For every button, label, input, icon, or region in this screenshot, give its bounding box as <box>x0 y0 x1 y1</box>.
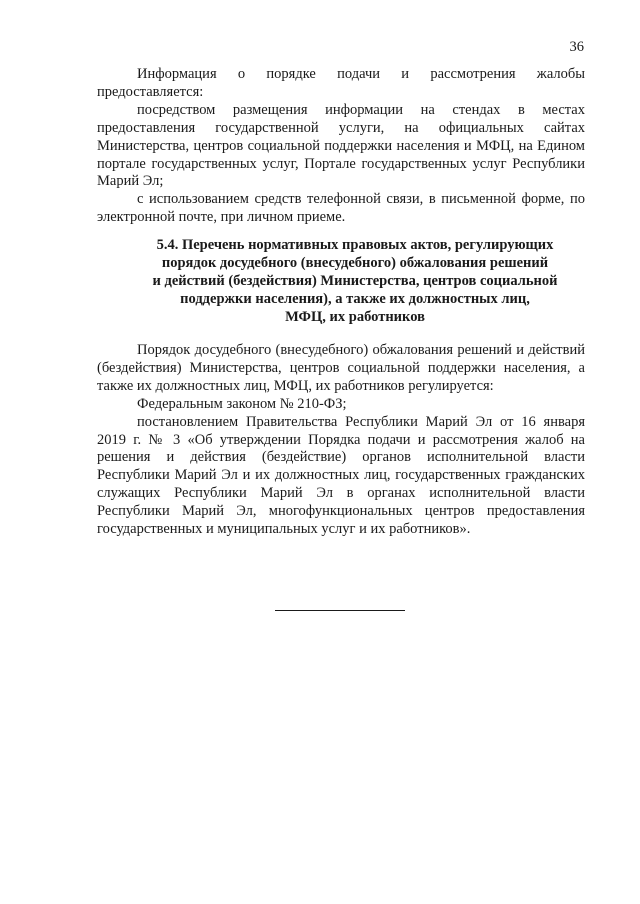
heading-line: поддержки населения), а также их должностных лиц, <box>180 290 530 307</box>
heading-line: МФЦ, их работников <box>285 308 425 325</box>
section-heading <box>120 237 590 327</box>
heading-line: порядок досудебного (внесудебного) обжалования решений <box>161 254 549 271</box>
federal-law-paragraph: Федеральным законом № 210-ФЗ; <box>137 395 347 412</box>
heading-line: и действий (бездействия) Министерства, центров социальной <box>152 272 558 289</box>
heading-line: 5.4. Перечень нормативных правовых актов, регулирующих <box>156 237 554 253</box>
intro-paragraph: Информация о порядке подачи и рассмотрения жалобы предоставляется: <box>97 66 585 100</box>
complaint-info-section <box>97 66 585 227</box>
regulations-section <box>97 342 585 539</box>
intro-paragraph-stands: посредством размещения информации на стендах в местах предоставления государственной услуги, на официальных сайтах Министерства, центров социальной поддержки населения и МФЦ, на Едином портале государственных услуг, Портале государственных услуг Республики Марий Эл; <box>97 101 585 190</box>
page-number: 36 <box>569 39 584 55</box>
regulation-paragraph: Порядок досудебного (внесудебного) обжалования решений и действий (бездействия) Министерства, центров социальной поддержки населения, а также их должностных лиц, МФЦ, их работников регулируется: <box>97 342 585 394</box>
government-resolution-paragraph: постановлением Правительства Республики Марий Эл от 16 января 2019 г. № 3 «Об утверждении Порядка подачи и рассмотрения жалоб на решения и действия (бездействие) органов исполнительной власти Республики Марий Эл и их должностных лиц, государственных гражданских служащих Республики Марий Эл в органах исполнительной власти Республики Марий Эл, многофункциональных центров предоставления государственных и муниципальных услуг и их работников». <box>97 413 585 538</box>
intro-paragraph-contact: с использованием средств телефонной связи, в письменной форме, по электронной почте, при личном приеме. <box>97 191 585 226</box>
closing-rule <box>275 610 405 611</box>
